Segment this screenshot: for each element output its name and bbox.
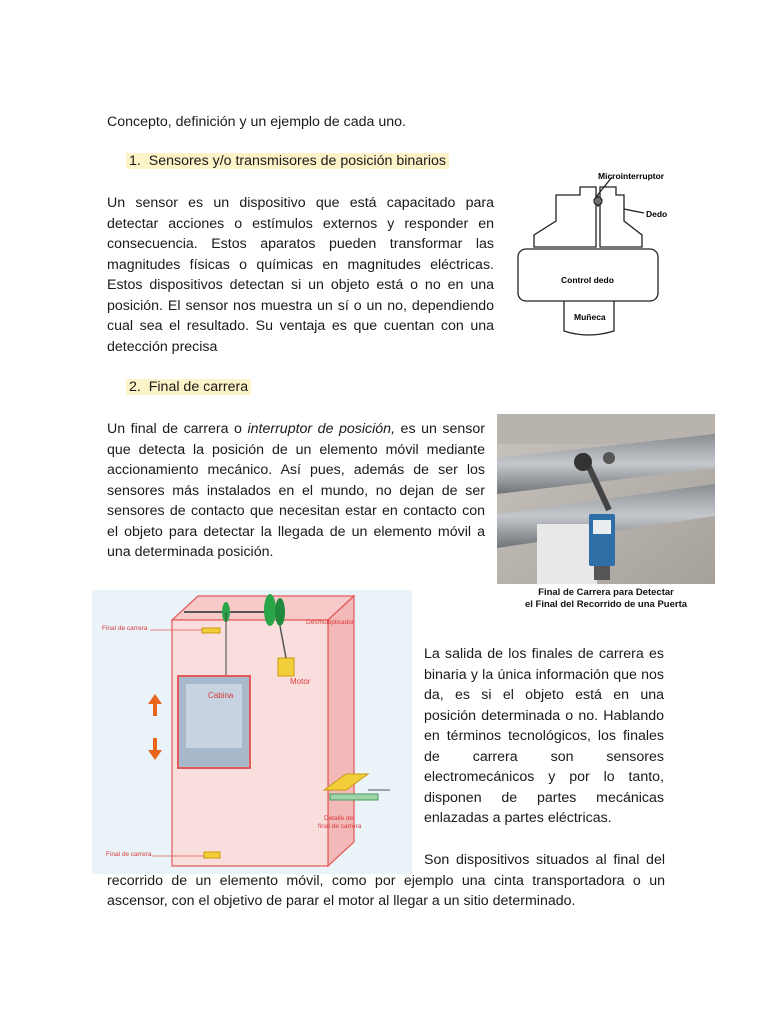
section-1-number: 1. xyxy=(129,153,141,169)
photo-caption-line-2: el Final del Recorrido de una Puerta xyxy=(524,599,688,610)
photo-caption-line-1: Final de Carrera para Detectar xyxy=(538,587,674,598)
section-2-paragraph-post: es un sensor que detecta la posición de un elemento móvil mediante accionamiento mecánico. Así pues, además de ser los sensores más instalados en el mundo, no dejan de ser sensores de contacto que necesitan estar en contacto con el objeto para detectar la llegada de un elemento móvil a una determinada posición. xyxy=(107,421,485,560)
label-detalle-2: final de carrera xyxy=(318,823,362,830)
pulley-large-1 xyxy=(264,594,276,626)
section-2-title: Final de carrera xyxy=(148,379,249,395)
section-2-paragraph-em: interruptor de posición, xyxy=(247,421,396,437)
limit-switch-photo xyxy=(497,414,715,584)
section-1-heading xyxy=(126,151,449,171)
label-microinterruptor: Microinterruptor xyxy=(598,171,665,181)
section-2-paragraph-2: La salida de los finales de carrera es binaria y la única información que nos da, es si el objeto está en una posición determinada o no. Hablando en términos tecnológicos, los finales de carrera son sensores electromecánicos y por lo tanto, disponen de partes mecánicas enlazadas a partes eléctricas. xyxy=(424,646,664,826)
section-1-title: Sensores y/o transmisores de posición binarios xyxy=(148,153,447,169)
label-motor: Motor xyxy=(290,677,311,686)
label-desmultiplicador: Desmultiplicador xyxy=(306,619,355,626)
left-finger xyxy=(534,187,596,247)
section-1-paragraph: Un sensor es un dispositivo que está capacitado para detectar acciones o estímulos externos y responder en consecuencia. Estos aparatos pueden transformar las magnitudes físicas o químicas en magnitudes eléctricas. Estos dispositivos detectan si un objeto está o no en una posición. El sensor nos muestra un sí o un no, dependiendo cual sea el resultado. Su ventaja es que cuentan con una detección precisa xyxy=(107,195,494,355)
section-2-heading xyxy=(126,377,251,397)
section-2-paragraph xyxy=(107,419,485,563)
elevator-diagram xyxy=(92,590,412,874)
label-final-bottom: Final de carrera xyxy=(106,851,152,858)
label-muneca: Muñeca xyxy=(574,312,606,322)
photo-caption xyxy=(497,587,715,611)
pulley-large-2 xyxy=(275,598,285,626)
label-final-top: Final de carrera xyxy=(102,625,148,632)
gripper-diagram xyxy=(512,165,672,341)
label-control-dedo: Control dedo xyxy=(561,275,614,285)
label-cabina: Cabina xyxy=(208,691,234,700)
right-finger xyxy=(600,187,642,247)
section-2-paragraph-pre: Un final de carrera o xyxy=(107,421,248,437)
intro-text: Concepto, definición y un ejemplo de cada uno. xyxy=(107,114,406,130)
section-2-number: 2. xyxy=(129,379,141,395)
motor xyxy=(278,658,294,676)
label-dedo: Dedo xyxy=(646,209,668,219)
section-2-paragraph-3 xyxy=(107,850,665,912)
label-detalle-1: Detalle del xyxy=(324,815,355,822)
section-2-paragraph-3-text: Son dispositivos situados al final del recorrido de un elemento móvil, como por ejemplo una cinta transportadora o un ascensor, con el objetivo de parar el motor al llegar a un sitio determinado. xyxy=(107,852,665,909)
